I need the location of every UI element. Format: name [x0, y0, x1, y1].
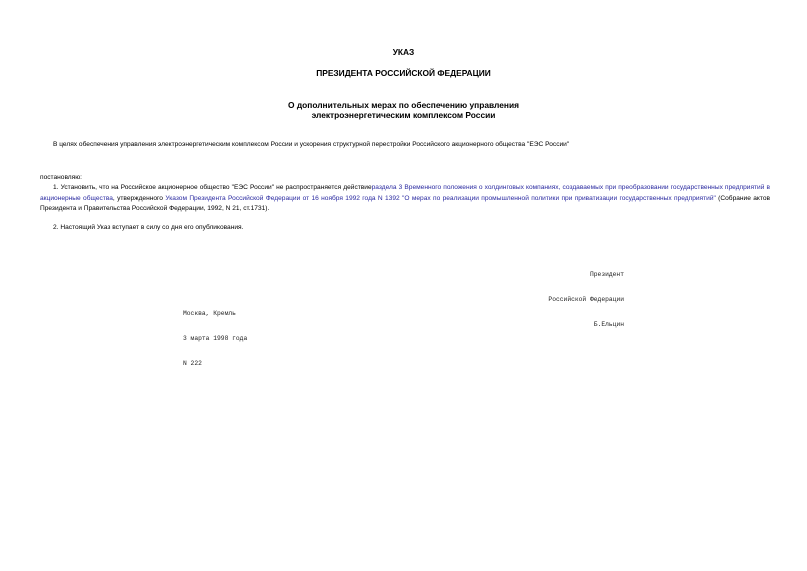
decree-word: постановляю:	[40, 174, 83, 181]
signature-country: Российской Федерации	[548, 296, 624, 304]
signature-position: Президент	[589, 270, 624, 278]
clause-1	[40, 183, 770, 215]
clause-1-text-end: (Собрание актов Президента и Правительства Российской Федерации, 1992, N 21, ст.1731).	[40, 194, 770, 212]
subject-line-1: О дополнительных мерах по обеспечению управления	[288, 100, 519, 110]
signature-block	[548, 254, 624, 346]
issuer-title: ПРЕЗИДЕНТА РОССИЙСКОЙ ФЕДЕРАЦИИ	[316, 68, 491, 78]
clause-1-text-start: 1. Установить, что на Российское акционерное общество "ЕЭС России" не распространяется действие	[53, 184, 372, 191]
signature-name: Б.Ельцин	[593, 321, 624, 329]
signing-place: Москва, Кремль	[183, 309, 236, 317]
document-number: N 222	[183, 360, 202, 368]
document-type-title: УКАЗ	[392, 47, 415, 57]
signing-date: 3 марта 1998 года	[183, 335, 248, 343]
document-subject	[0, 100, 807, 120]
link-holding-companies-regulation[interactable]: раздела 3 Временного положения о холдинговых компаниях, создаваемых при преобразовании государственных предприятий в акционерные общества	[40, 184, 771, 202]
link-presidential-decree-1392[interactable]: Указом Президента Российской Федерации от 16 ноября 1992 года N 1392 "О мерах по реализации промышленной политики при приватизации государственных предприятий"	[165, 194, 716, 202]
clause-2: 2. Настоящий Указ вступает в силу со дня его опубликования.	[53, 224, 244, 231]
place-date-block	[183, 293, 247, 385]
preamble-paragraph: В целях обеспечения управления электроэнергетическим комплексом России и ускорения структурной перестройки Российского акционерного общества "ЕЭС России"	[53, 141, 570, 148]
subject-line-2: электроэнергетическим комплексом России	[311, 110, 496, 120]
clause-1-text-mid: , утвержденного	[112, 194, 166, 202]
